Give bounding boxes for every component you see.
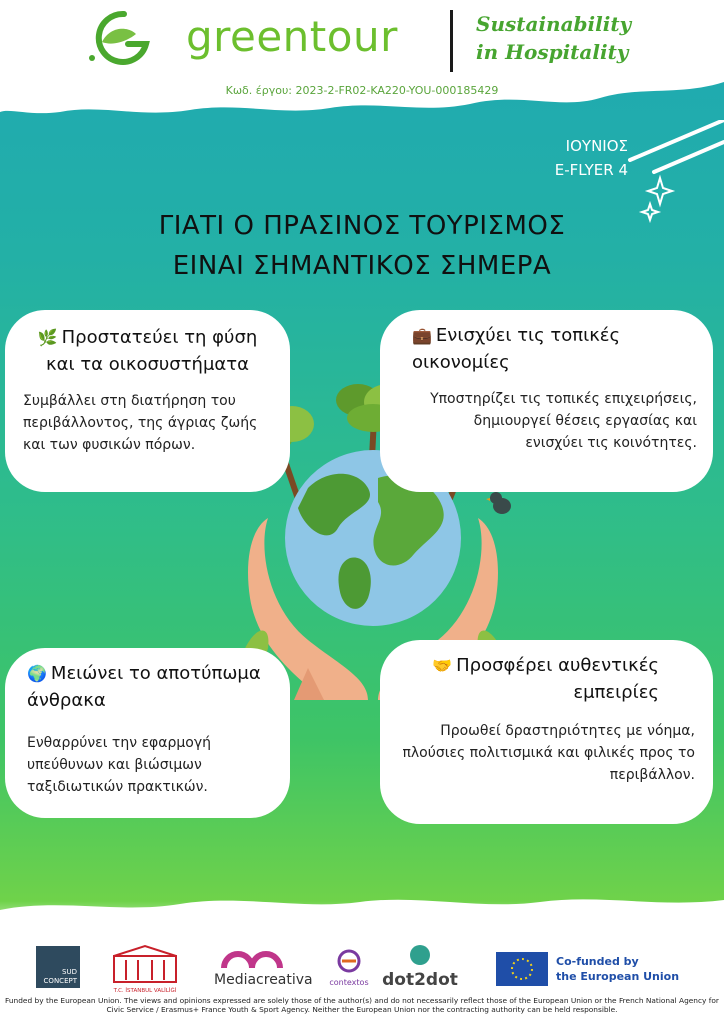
- card-title: 🤝 Προσφέρει αυθεντικές εμπειρίες: [432, 655, 659, 703]
- issue-flyer: E-FLYER 4: [554, 161, 628, 179]
- sud-concept-logo: SUD CONCEPT: [36, 946, 80, 988]
- card-title: 💼 Ενισχύει τις τοπικές οικονομίες: [412, 325, 621, 373]
- dot2dot-mark-icon: [409, 944, 431, 966]
- dot2dot-logo: dot2dot: [380, 944, 460, 994]
- partner-logos: [0, 940, 724, 1000]
- eu-line-1: Co-funded by: [556, 955, 639, 968]
- card-text: Υποστηρίζει τις τοπικές επιχειρήσεις, δημιουργεί θέσεις εργασίας και ενισχύει τις κοινότητες.: [430, 391, 697, 451]
- eu-disclaimer: Funded by the European Union. The views and opinions expressed are solely those of the author(s) and do not necessarily reflect those of the European Union or the French National Agency for Civic Service / Erasmus+ France Youth & Sport Agency. Neither the European Union nor the contracting authority can be held responsible.: [5, 996, 719, 1014]
- contextos-mark-icon: [336, 948, 362, 974]
- card-text: Ενθαρρύνει την εφαρμογή υπεύθυνων και βιώσιμων ταξιδιωτικών πρακτικών.: [27, 735, 212, 795]
- handshake-icon: 🤝: [432, 656, 453, 675]
- card-protects-nature: [5, 310, 290, 492]
- page-headline: ΓΙΑΤΙ Ο ΠΡΑΣΙΝΟΣ ΤΟΥΡΙΣΜΟΣ ΕΙΝΑΙ ΣΗΜΑΝΤΙΚΟΣ ΣΗΜΕΡΑ: [158, 211, 566, 281]
- issue-month: ΙΟΥΝΙΟΣ: [565, 137, 628, 155]
- card-text: Προωθεί δραστηριότητες με νόημα, πλούσιες πολιτισμικά και φιλικές προς το περιβάλλον.: [402, 723, 695, 783]
- header-divider: [450, 10, 453, 72]
- tagline: Sustainability in Hospitality: [476, 12, 632, 64]
- contextos-logo: contextos: [324, 948, 374, 992]
- card-title: 🌍 Μειώνει το αποτύπωμα άνθρακα: [27, 663, 261, 711]
- brand-name: greentour: [186, 12, 398, 61]
- eu-cofunded-logo: [496, 952, 686, 988]
- greentour-logo-icon: [80, 8, 160, 68]
- briefcase-icon: 💼: [412, 326, 432, 345]
- istanbul-governorship-logo: T.C. İSTANBUL VALİLİĞİ: [108, 944, 182, 994]
- card-title: 🌿 Προστατεύει τη φύση και τα οικοσυστήματα: [37, 327, 258, 375]
- globe-icon: 🌍: [27, 664, 47, 683]
- mediacreativa-mark-icon: [220, 950, 290, 968]
- card-authentic-experiences: [380, 640, 713, 824]
- project-code: Κωδ. έργου: 2023-2-FR02-KA220-YOU-000185429: [225, 84, 499, 97]
- eu-line-2: the European Union: [556, 970, 680, 983]
- eu-flag-icon: [496, 952, 548, 986]
- mediacreativa-logo: Mediacreativa: [214, 950, 304, 990]
- card-text: Συμβάλλει στη διατήρηση του περιβάλλοντος, της άγριας ζωής και των φυσικών πόρων.: [23, 393, 258, 453]
- building-icon: [108, 944, 182, 984]
- card-carbon-footprint: [5, 648, 290, 818]
- card-local-economies: [380, 310, 713, 492]
- herb-icon: 🌿: [37, 328, 58, 347]
